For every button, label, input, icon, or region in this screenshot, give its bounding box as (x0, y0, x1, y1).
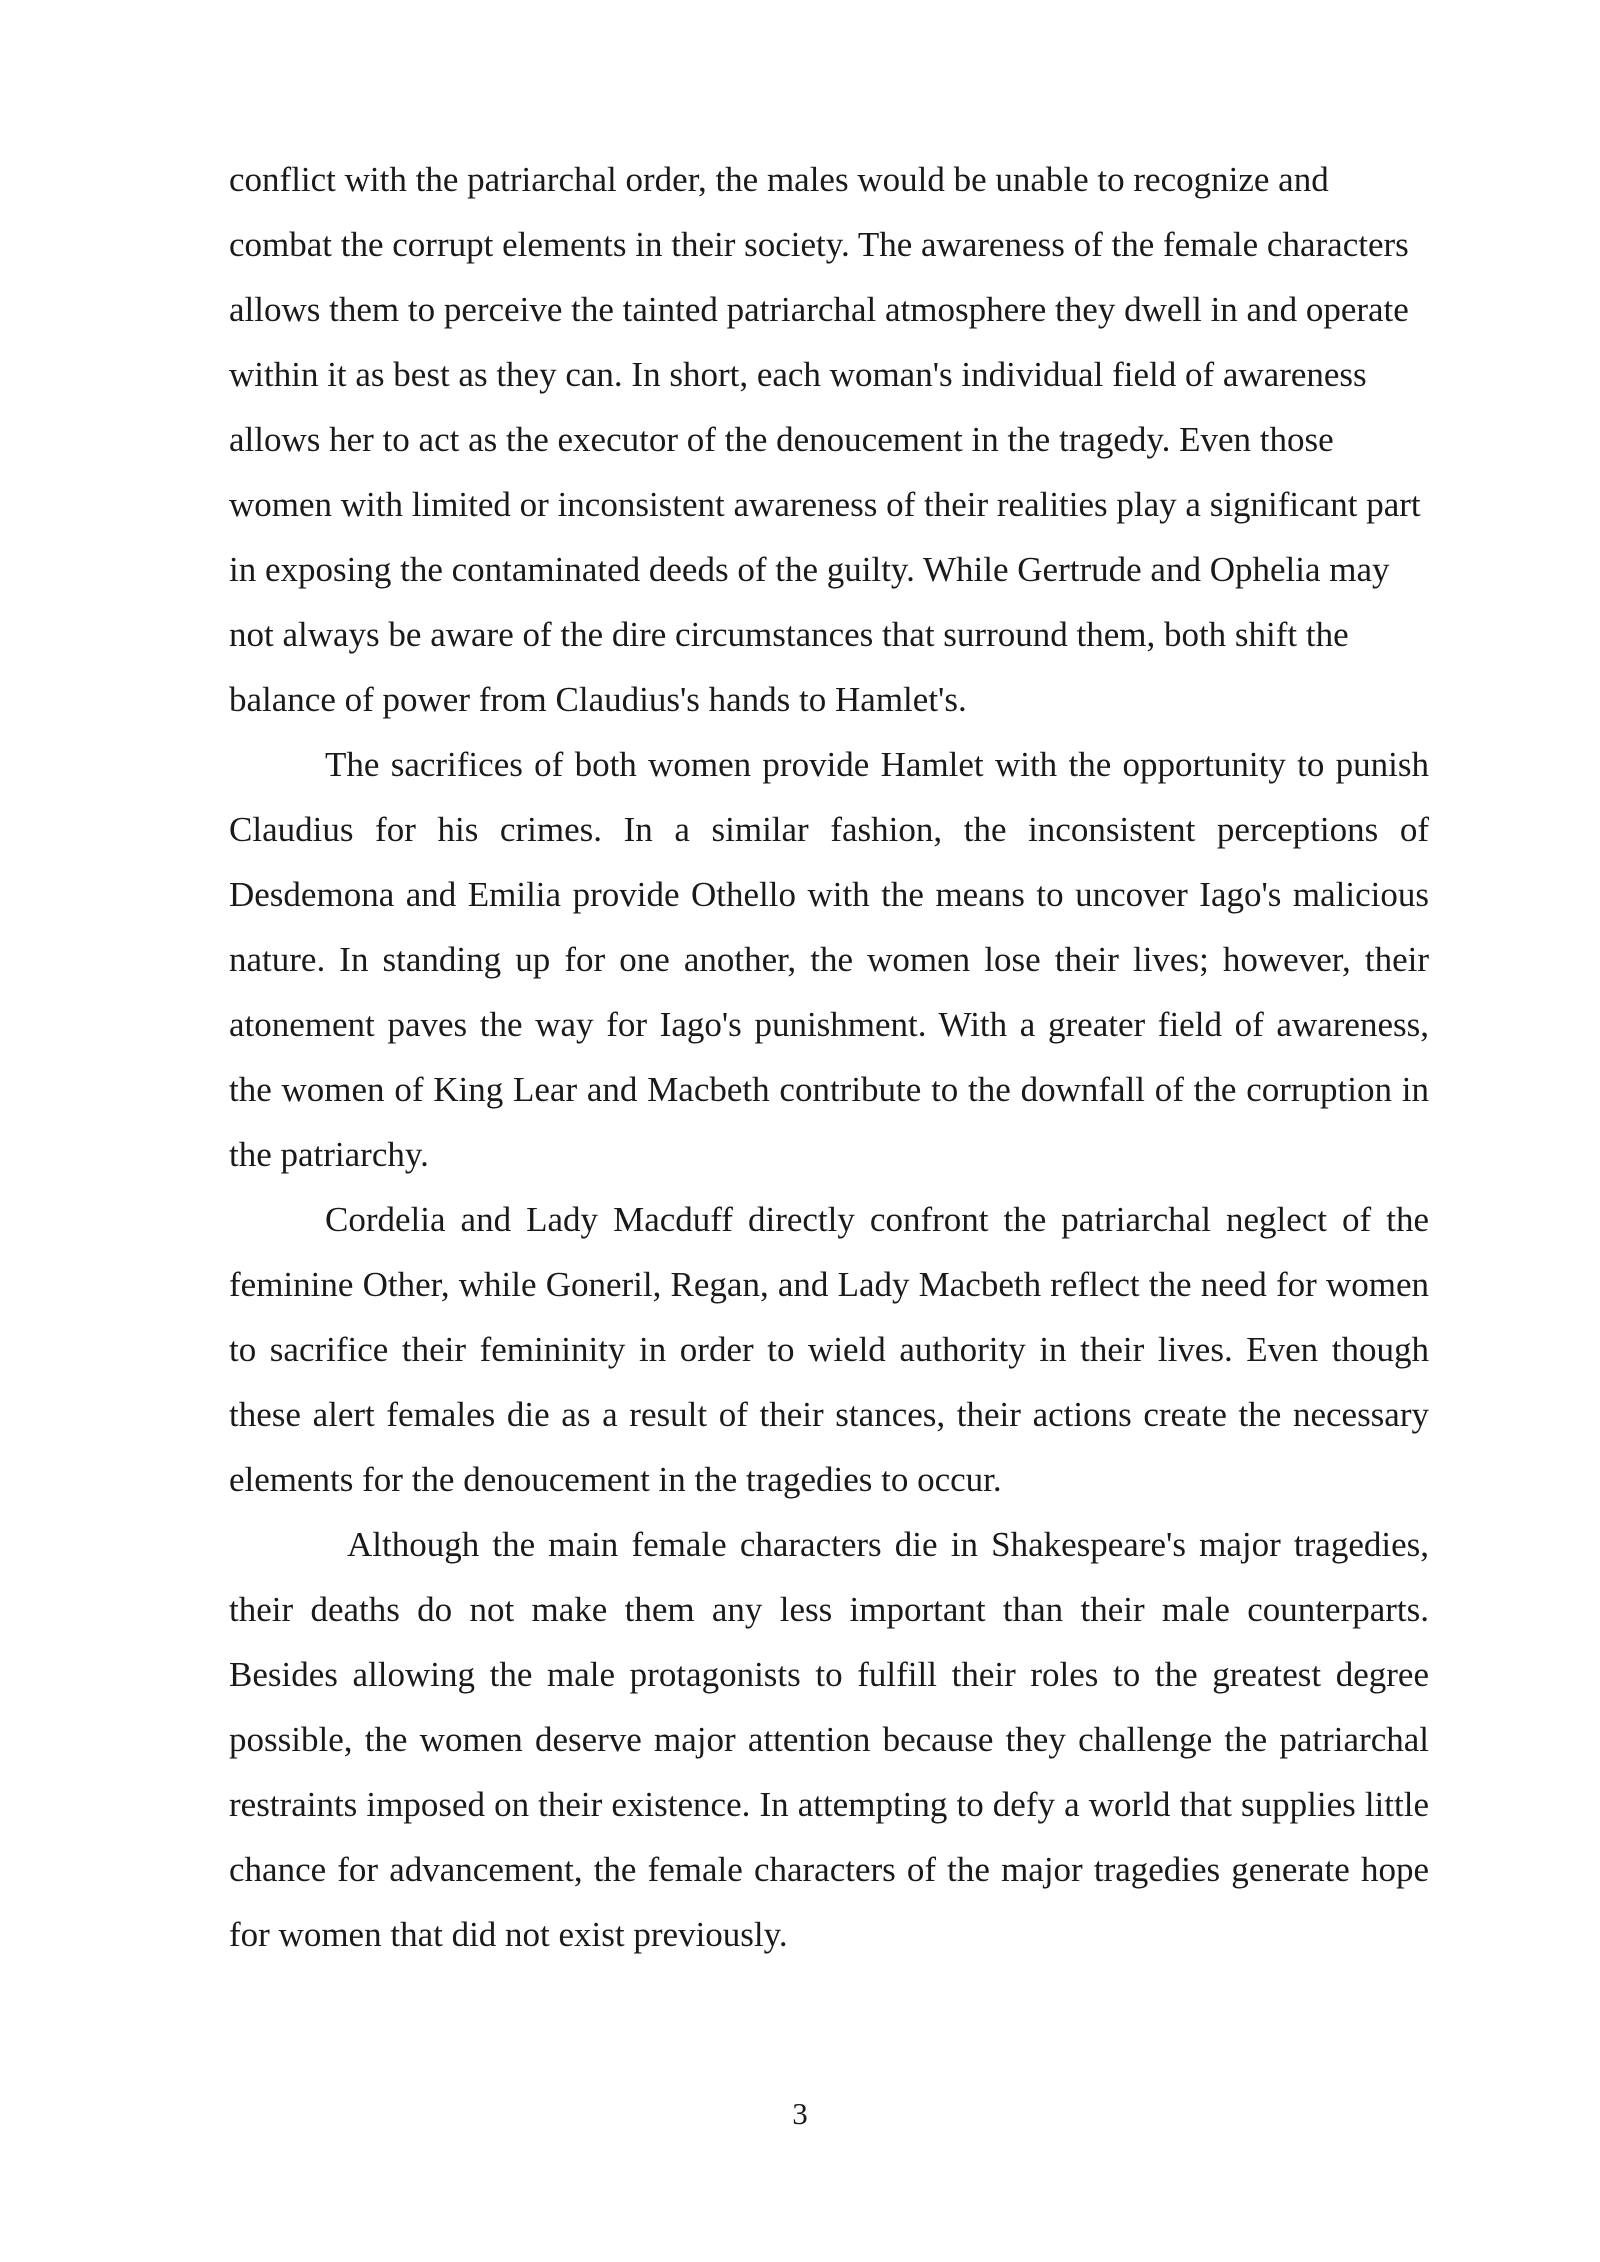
paragraph-continuation: conflict with the patriarchal order, the males would be unable to recognize and combat the corrupt elements in their society. The awareness of the female characters allows them to perceive the tainted patriarchal atmosphere they dwell in and operate within it as best as they can. In short, each woman's individual field of awareness allows her to act as the executor of the denoucement in the tragedy. Even those women with limited or inconsistent awareness of their realities play a significant part in exposing the contaminated deeds of the guilty. While Gertrude and Ophelia may not always be aware of the dire circumstances that surround them, both shift the balance of power from Claudius's hands to Hamlet's. (229, 160, 1421, 719)
page-number: 3 (792, 2096, 808, 2131)
paragraph-conclusion: Although the main female characters die in Shakespeare's major tragedies, their deaths do not make them any less important than their male counterparts. Besides allowing the male protagonists to fulfill their roles to the greatest degree possible, the women deserve major attention because they challenge the patriarchal restraints imposed on their existence. In attempting to defy a world that supplies little chance for advancement, the female characters of the major tragedies generate hope for women that did not exist previously. (229, 1525, 1429, 1954)
paragraph-sacrifices: The sacrifices of both women provide Hamlet with the opportunity to punish Claudius for his crimes. In a similar fashion, the inconsistent perceptions of Desdemona and Emilia provide Othello with the means to uncover Iago's malicious nature. In standing up for one another, the women lose their lives; however, their atonement paves the way for Iago's punishment. With a greater field of awareness, the women of King Lear and Macbeth contribute to the downfall of the corruption in the patriarchy. (229, 745, 1429, 1174)
paragraph-cordelia: Cordelia and Lady Macduff directly confront the patriarchal neglect of the feminine Other, while Goneril, Regan, and Lady Macbeth reflect the need for women to sacrifice their femininity in order to wield authority in their lives. Even though these alert females die as a result of their stances, their actions create the necessary elements for the denoucement in the tragedies to occur. (229, 1200, 1429, 1499)
body-text (229, 147, 1429, 1967)
